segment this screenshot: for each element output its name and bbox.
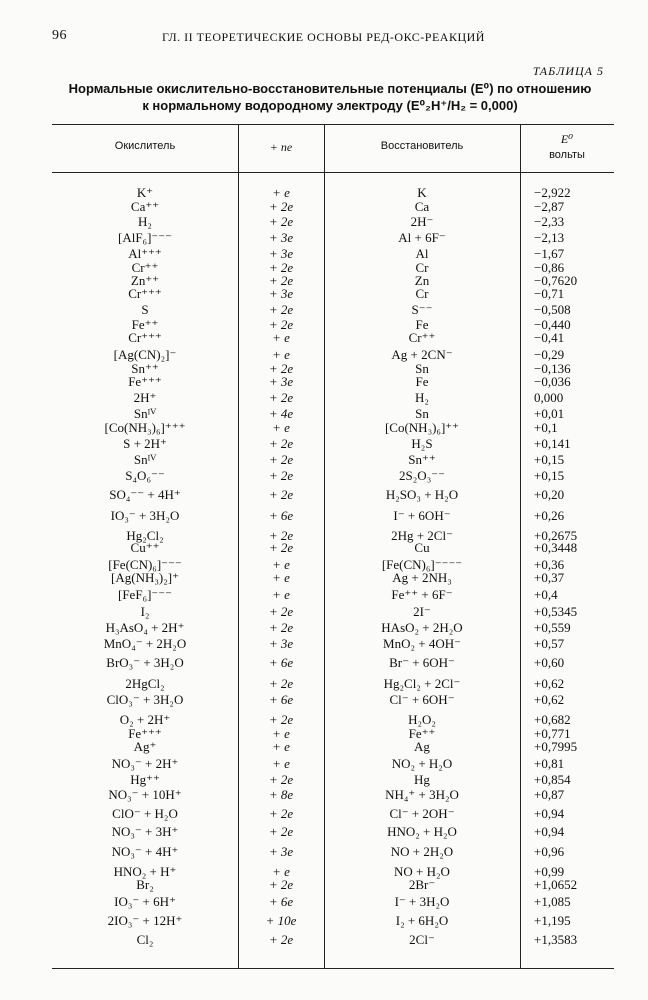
oxidant-cell: Snᴵⱽ [133,452,157,467]
reductant-cell: Cl⁻ + 2OH⁻ [389,806,455,821]
potential-cell: +0,94 [534,824,565,839]
reductant-cell: H₂SO₃ + H₂O [385,487,459,502]
electrons-cell: + 2e [268,436,294,451]
oxidant-cell: H₃AsO₄ + 2H⁺ [105,620,185,635]
reductant-cell: Hg₂Cl₂ + 2Cl⁻ [383,676,461,691]
oxidant-cell: [Fe(CN)₆]⁻⁻⁻ [108,557,182,572]
electrons-cell: + 6e [268,692,294,707]
reductant-cell: Cr [415,260,429,275]
oxidant-cell: Zn⁺⁺ [130,273,160,288]
table-row [52,712,614,727]
electrons-cell: + 2e [268,273,294,288]
electrons-cell: + 3e [268,374,294,389]
table-row [52,772,614,787]
table-row [52,787,614,802]
electrons-cell: + 2e [268,540,294,555]
header-bottom-rule [52,172,614,173]
oxidant-cell: Fe⁺⁺ [131,317,159,332]
table-row [52,246,614,261]
reductant-cell: I⁻ + 6OH⁻ [393,508,451,523]
electrons-cell: + 2e [268,199,294,214]
electrons-cell: + 3e [268,844,294,859]
table-row [52,302,614,317]
electrons-cell: + 2e [268,260,294,275]
reductant-cell: Cr⁺⁺ [408,330,436,345]
potential-cell: +0,682 [534,712,571,727]
reductant-cell: Fe [415,374,429,389]
reductant-cell: Ag + 2CN⁻ [391,347,453,362]
table-row [52,390,614,405]
reductant-cell: Zn [414,273,430,288]
potential-cell: +1,0652 [534,877,578,892]
electrons-cell: + e [272,185,290,200]
oxidant-cell: Al⁺⁺⁺ [128,246,162,261]
oxidant-cell: MnO₄⁻ + 2H₂O [103,636,187,651]
potential-cell: −2,87 [534,199,565,214]
potential-cell: +0,2675 [534,528,578,543]
electrons-cell: + 2e [268,390,294,405]
reductant-cell: 2I⁻ [413,604,431,619]
reductant-cell: MnO₂ + 4OH⁻ [383,636,461,651]
electrons-cell: + 10e [265,913,297,928]
potential-cell: +0,62 [534,676,565,691]
oxidant-cell: 2HgCl₂ [125,676,165,691]
table-row [52,330,614,345]
oxidant-cell: Cr⁺⁺⁺ [128,330,162,345]
table-row [52,587,614,602]
potential-cell: −2,13 [534,230,565,245]
potential-cell: +0,60 [534,655,565,670]
oxidant-cell: O₂ + 2H⁺ [119,712,171,727]
table-row [52,214,614,229]
electrons-cell: + 2e [268,302,294,317]
reductant-cell: HNO₂ + H₂O [387,824,457,839]
electrons-cell: + 2e [268,528,294,543]
electrons-cell: + 2e [268,877,294,892]
oxidant-cell: HNO₂ + H⁺ [113,864,177,879]
table-row [52,844,614,859]
table-row [52,824,614,839]
electrons-cell: + 2e [268,712,294,727]
electrons-cell: + 6e [268,508,294,523]
table-row [52,540,614,555]
header-potential-symbol: E⁰ [560,132,574,146]
oxidant-cell: 2H⁺ [133,390,157,405]
table-row [52,347,614,362]
oxidant-cell: Cl₂ [136,932,154,947]
electrons-cell: + 2e [268,772,294,787]
electrons-cell: + 8e [268,787,294,802]
header-reductant: Восстановитель [380,140,464,152]
oxidant-cell: 2IO₃⁻ + 12H⁺ [107,913,183,928]
table-label: ТАБЛИЦА 5 [532,64,604,78]
potential-cell: −0,41 [534,330,565,345]
oxidant-cell: [Co(NH₃)₆]⁺⁺⁺ [104,420,186,435]
oxidant-cell: ClO⁻ + H₂O [112,806,178,821]
oxidant-cell: Fe⁺⁺⁺ [128,374,162,389]
oxidant-cell: ClO₃⁻ + 3H₂O [106,692,184,707]
table-row [52,452,614,467]
table-row [52,636,614,651]
table-row [52,406,614,421]
table-row [52,692,614,707]
reductant-cell: NO₂ + H₂O [391,756,453,771]
potential-cell: +0,20 [534,487,565,502]
potential-cell: +0,57 [534,636,565,651]
potential-cell: +0,141 [534,436,571,451]
reductant-cell: Al [415,246,429,261]
electrons-cell: + e [272,587,290,602]
table-row [52,604,614,619]
oxidant-cell: SO₄⁻⁻ + 4H⁺ [109,487,181,502]
oxidant-cell: BrO₃⁻ + 3H₂O [106,655,184,670]
reductant-cell: Fe [415,317,429,332]
electrons-cell: + 2e [268,468,294,483]
oxidant-cell: Cu⁺⁺ [130,540,160,555]
table-row [52,487,614,502]
potential-cell: +0,26 [534,508,565,523]
electrons-cell: + e [272,739,290,754]
reductant-cell: Sn [415,361,429,376]
oxidant-cell: K⁺ [136,185,154,200]
electrons-cell: + 2e [268,806,294,821]
oxidant-cell: S + 2H⁺ [123,436,167,451]
electrons-cell: + 2e [268,676,294,691]
electrons-cell: + 2e [268,317,294,332]
oxidant-cell: NO₃⁻ + 4H⁺ [111,844,179,859]
table-bottom-rule [52,968,614,969]
oxidant-cell: Ca⁺⁺ [130,199,160,214]
potential-cell: +0,15 [534,468,565,483]
oxidant-cell: Cr⁺⁺⁺ [128,286,162,301]
oxidant-cell: NO₃⁻ + 2H⁺ [111,756,179,771]
potential-cell: +0,62 [534,692,565,707]
electrons-cell: + 4e [268,406,294,421]
electrons-cell: + e [272,330,290,345]
oxidant-cell: S₄O₆⁻⁻ [125,468,165,483]
electrons-cell: + 2e [268,824,294,839]
reductant-cell: Sn⁺⁺ [408,452,436,467]
electrons-cell: + 6e [268,655,294,670]
reductant-cell: Br⁻ + 6OH⁻ [389,655,455,670]
reductant-cell: Ag [414,739,430,754]
table-row [52,436,614,451]
potential-cell: −0,440 [534,317,571,332]
potential-cell: +0,37 [534,570,565,585]
table-row [52,739,614,754]
reductant-cell: I₂ + 6H₂O [395,913,449,928]
oxidant-cell: Hg⁺⁺ [130,772,160,787]
header-electrons: + ne [269,140,293,154]
potential-cell: +0,5345 [534,604,578,619]
electrons-cell: + 2e [268,932,294,947]
oxidant-cell: IO₃⁻ + 3H₂O [110,508,180,523]
potential-cell: +0,81 [534,756,565,771]
potential-cell: +1,3583 [534,932,578,947]
oxidant-cell: [Ag(NH₃)₂]⁺ [111,570,179,585]
potential-cell: +0,01 [534,406,565,421]
table-row [52,894,614,909]
potential-cell: +0,15 [534,452,565,467]
potential-cell: −0,86 [534,260,565,275]
reductant-cell: NO + 2H₂O [390,844,454,859]
page-number: 96 [52,28,67,43]
oxidant-cell: [Ag(CN)₂]⁻ [113,347,177,362]
reductant-cell: NO + H₂O [394,864,450,879]
potential-cell: −0,71 [534,286,565,301]
electrons-cell: + 3e [268,636,294,651]
reductant-cell: Sn [415,406,429,421]
potential-cell: −2,33 [534,214,565,229]
reductant-cell: H₂S [411,436,433,451]
electrons-cell: + 2e [268,214,294,229]
electrons-cell: + 3e [268,286,294,301]
potential-cell: −0,29 [534,347,565,362]
potential-cell: +0,36 [534,557,565,572]
reductant-cell: 2Hg + 2Cl⁻ [391,528,453,543]
reductant-cell: NH₄⁺ + 3H₂O [385,787,459,802]
electrons-cell: + e [272,347,290,362]
reductant-cell: I⁻ + 3H₂O [394,894,450,909]
reductant-cell: Al + 6F⁻ [398,230,446,245]
table-row [52,913,614,928]
header-potential-unit: вольты [549,149,585,161]
table-row [52,570,614,585]
electrons-cell: + e [272,557,290,572]
potential-cell: +0,4 [534,587,558,602]
table-row [52,877,614,892]
reductant-cell: S⁻⁻ [411,302,433,317]
potential-cell: −0,036 [534,374,571,389]
table-row [52,756,614,771]
reductant-cell: HAsO₂ + 2H₂O [381,620,463,635]
table-row [52,620,614,635]
potential-cell: −1,67 [534,246,565,261]
electrons-cell: + e [272,756,290,771]
table-caption [60,80,600,114]
table-top-rule [52,124,614,125]
potential-cell: +0,7995 [534,739,578,754]
electrons-cell: + e [272,570,290,585]
header-oxidant: Окислитель [114,140,176,152]
oxidant-cell: Br₂ [136,877,154,892]
table-row [52,655,614,670]
potential-cell: +1,085 [534,894,571,909]
table-row [52,185,614,200]
reductant-cell: [Co(NH₃)₆]⁺⁺ [384,420,460,435]
potential-cell: +0,99 [534,864,565,879]
oxidant-cell: Hg₂Cl₂ [126,528,164,543]
oxidant-cell: Snᴵⱽ [133,406,157,421]
electrons-cell: + 6e [268,894,294,909]
electrons-cell: + 2e [268,620,294,635]
potential-cell: −0,7620 [534,273,578,288]
reductant-cell: Cl⁻ + 6OH⁻ [389,692,455,707]
potential-cell: +0,87 [534,787,565,802]
potential-cell: +0,3448 [534,540,578,555]
reductant-cell: [Fe(CN)₆]⁻⁻⁻⁻ [381,557,463,572]
table-row [52,508,614,523]
electrons-cell: + 2e [268,604,294,619]
oxidant-cell: Cr⁺⁺ [131,260,159,275]
reductant-cell: Cr [415,286,429,301]
potential-cell: +1,195 [534,913,571,928]
reductant-cell: Ag + 2NH₃ [392,570,452,585]
electrons-cell: + 2e [268,452,294,467]
potential-cell: +0,771 [534,726,571,741]
electrons-cell: + 3e [268,230,294,245]
table-row [52,676,614,691]
reductant-cell: H₂O₂ [408,712,436,727]
caption-line-2: к нормальному водородному электроду (E⁰₂H⁺/H₂ = 0,000) [142,98,518,113]
table-row [52,468,614,483]
table-row [52,932,614,947]
reductant-cell: H₂ [415,390,429,405]
oxidant-cell: [AlF₆]⁻⁻⁻ [117,230,172,245]
electrons-cell: + 3e [268,246,294,261]
table-row [52,420,614,435]
table-row [52,374,614,389]
potential-cell: +0,559 [534,620,571,635]
electrons-cell: + e [272,420,290,435]
potential-cell: −2,922 [534,185,571,200]
potential-cell: +0,96 [534,844,565,859]
reductant-cell: 2Cl⁻ [409,932,435,947]
potential-cell: −0,136 [534,361,571,376]
reductant-cell: Cu [414,540,430,555]
electrons-cell: + 2e [268,487,294,502]
oxidant-cell: Fe⁺⁺⁺ [128,726,162,741]
potential-cell: 0,000 [534,390,564,405]
reductant-cell: Hg [414,772,430,787]
oxidant-cell: NO₃⁻ + 10H⁺ [108,787,182,802]
reductant-cell: 2Br⁻ [408,877,436,892]
reductant-cell: 2H⁻ [410,214,434,229]
reductant-cell: 2S₂O₃⁻⁻ [399,468,445,483]
reductant-cell: Fe⁺⁺ + 6F⁻ [391,587,453,602]
potential-cell: +0,854 [534,772,571,787]
oxidant-cell: Ag⁺ [133,739,157,754]
table-row [52,199,614,214]
table-row [52,286,614,301]
electrons-cell: + e [272,726,290,741]
oxidant-cell: I₂ [140,604,150,619]
reductant-cell: K [417,185,427,200]
potential-cell: +0,94 [534,806,565,821]
reductant-cell: Ca [414,199,430,214]
potential-cell: +0,1 [534,420,558,435]
caption-line-1: Нормальные окислительно-восстановительные потенциалы (E⁰) по отношению [68,81,592,96]
oxidant-cell: [FeF₆]⁻⁻⁻ [117,587,172,602]
reductant-cell: Fe⁺⁺ [408,726,436,741]
oxidant-cell: H₂ [138,214,152,229]
electrons-cell: + 2e [268,361,294,376]
table-row [52,230,614,245]
oxidant-cell: Sn⁺⁺ [131,361,159,376]
oxidant-cell: NO₃⁻ + 3H⁺ [111,824,179,839]
table-row [52,806,614,821]
electrons-cell: + e [272,864,290,879]
potential-cell: −0,508 [534,302,571,317]
oxidant-cell: S [141,302,149,317]
oxidant-cell: IO₃⁻ + 6H⁺ [114,894,176,909]
chapter-title: ГЛ. II ТЕОРЕТИЧЕСКИЕ ОСНОВЫ РЕД-ОКС-РЕАКЦИЙ [162,30,485,44]
